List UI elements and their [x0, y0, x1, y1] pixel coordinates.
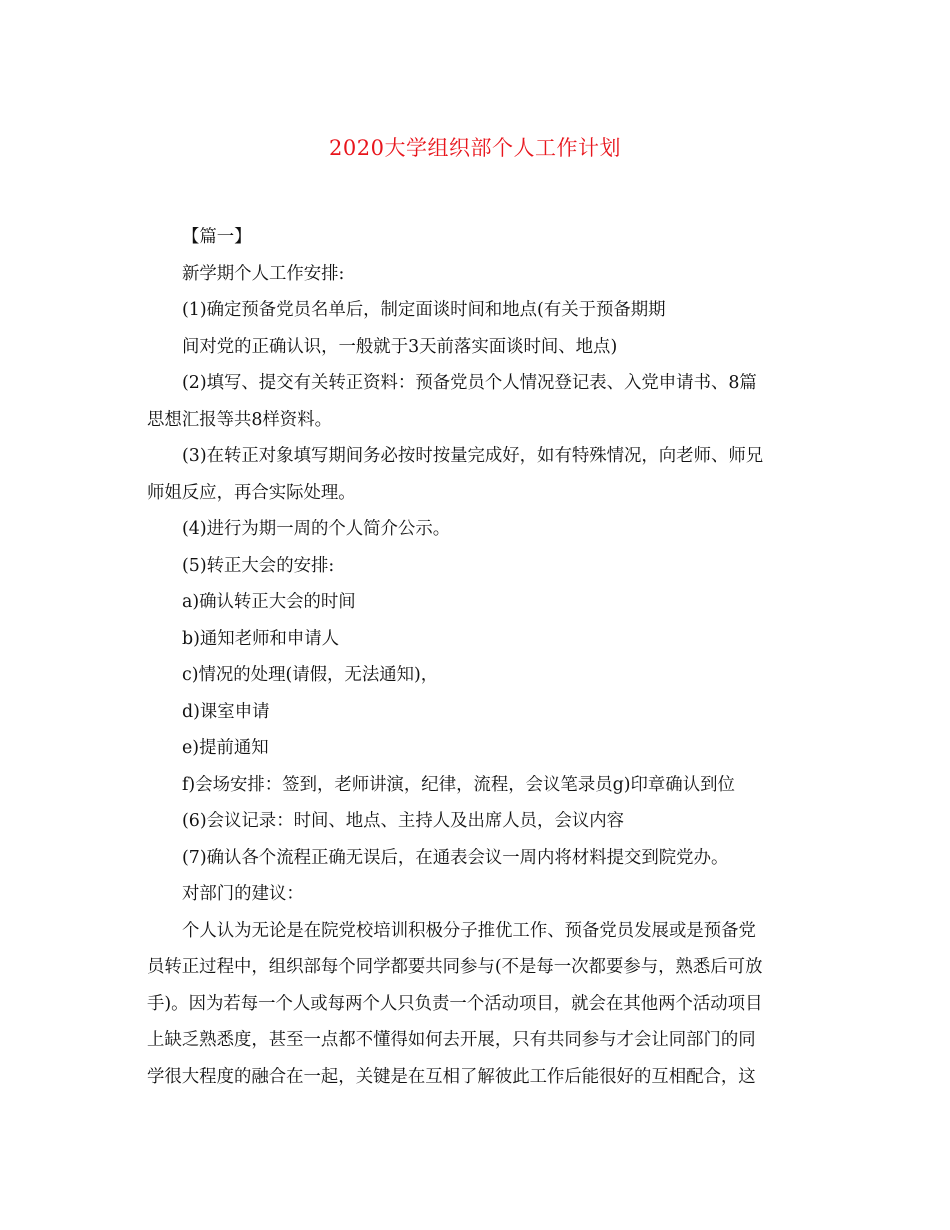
- paragraph-line: 上缺乏熟悉度，甚至一点都不懂得如何去开展，只有共同参与才会让同部门的同: [147, 1030, 756, 1050]
- paragraph-line: 间对党的正确认识，一般就于3天前落实面谈时间、地点): [182, 336, 618, 357]
- paragraph-line: 员转正过程中，组织部每个同学都要共同参与(不是每一次都要参与，熟悉后可放: [147, 957, 763, 977]
- paragraph-line: 对部门的建议：: [182, 884, 304, 904]
- paragraph-line: (2)填写、提交有关转正资料：预备党员个人情况登记表、入党申请书、8篇: [182, 373, 757, 393]
- paragraph-line: 思想汇报等共8样资料。: [147, 409, 332, 430]
- document-body: [147, 219, 815, 1095]
- paragraph-line: 学很大程度的融合在一起，关键是在互相了解彼此工作后能很好的互相配合，这: [147, 1066, 756, 1087]
- paragraph-line: 个人认为无论是在院党校培训积极分子推优工作、预备党员发展或是预备党: [182, 920, 756, 941]
- list-item: d)课室申请: [182, 701, 270, 722]
- list-item: a)确认转正大会的时间: [182, 592, 356, 612]
- paragraph-line: (6)会议记录：时间、地点、主持人及出席人员，会议内容: [182, 811, 625, 831]
- list-item: b)通知老师和申请人: [182, 628, 340, 649]
- paragraph-line: (5)转正大会的安排:: [182, 555, 335, 576]
- paragraph-line: (1)确定预备党员名单后，制定面谈时间和地点(有关于预备期期: [182, 300, 666, 320]
- list-item: c)情况的处理(请假，无法通知)，: [182, 665, 439, 685]
- section-heading: 【篇一】: [182, 227, 252, 247]
- document-title: 2020大学组织部个人工作计划: [329, 136, 621, 160]
- paragraph-line: (3)在转正对象填写期间务必按时按量完成好，如有特殊情况，向老师、师兄: [182, 446, 764, 466]
- paragraph-line: 手)。因为若每一个人或每两个人只负责一个活动项目，就会在其他两个活动项目: [147, 993, 763, 1014]
- paragraph-line: 新学期个人工作安排:: [182, 263, 345, 284]
- list-item: f)会场安排：签到，老师讲演，纪律，流程，会议笔录员g)印章确认到位: [182, 774, 735, 795]
- paragraph-line: 师姐反应，再合实际处理。: [147, 482, 356, 503]
- paragraph-line: (7)确认各个流程正确无误后，在通表会议一周内将材料提交到院党办。: [182, 847, 729, 868]
- paragraph-line: (4)进行为期一周的个人简介公示。: [182, 519, 451, 539]
- list-item: e)提前通知: [182, 738, 269, 758]
